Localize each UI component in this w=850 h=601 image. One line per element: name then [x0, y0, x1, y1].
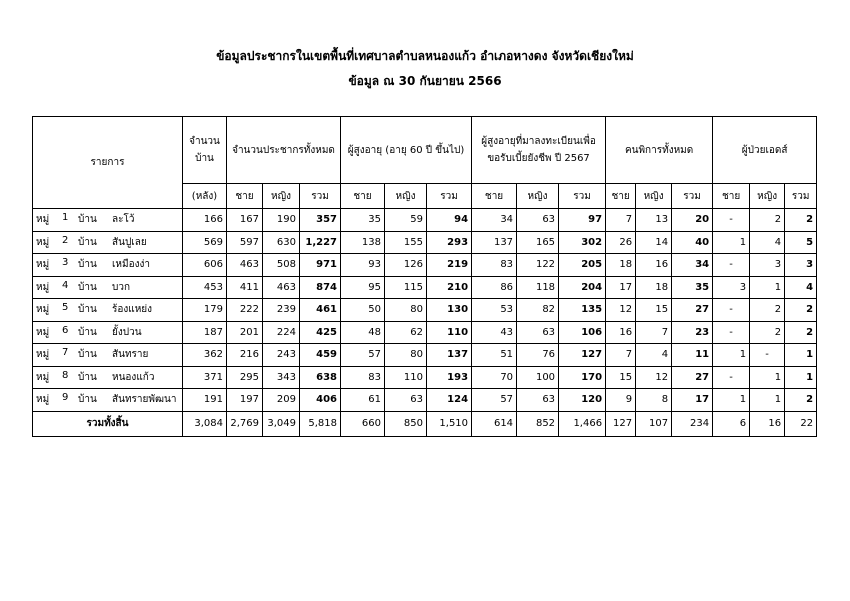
row-eld-male: 95 — [341, 276, 385, 299]
row-dis-male: 15 — [606, 366, 636, 389]
row-item-moo: หมู่ — [36, 394, 50, 406]
row-item — [33, 254, 183, 277]
row-aids-male: - — [713, 254, 750, 277]
row-aids-total: 2 — [785, 389, 817, 412]
row-item-moo: หมู่ — [36, 236, 50, 248]
header-disabled: คนพิการทั้งหมด — [606, 117, 713, 184]
header-male: ชาย — [227, 184, 263, 209]
row-eld-female: 80 — [385, 299, 427, 322]
row-reg-female: 63 — [517, 209, 559, 232]
row-pop-male: 222 — [227, 299, 263, 322]
row-pop-female: 463 — [263, 276, 300, 299]
row-dis-female: 15 — [636, 299, 672, 322]
row-item — [33, 276, 183, 299]
totals-aids-female: 16 — [750, 411, 785, 436]
row-aids-male: 3 — [713, 276, 750, 299]
row-pop-male: 201 — [227, 321, 263, 344]
row-pop-male: 216 — [227, 344, 263, 367]
row-reg-female: 76 — [517, 344, 559, 367]
row-reg-female: 82 — [517, 299, 559, 322]
header-male: ชาย — [713, 184, 750, 209]
row-pop-female: 190 — [263, 209, 300, 232]
row-eld-male: 138 — [341, 231, 385, 254]
row-pop-total: 461 — [300, 299, 341, 322]
row-reg-total: 135 — [559, 299, 606, 322]
header-female: หญิง — [750, 184, 785, 209]
totals-dis-female: 107 — [636, 411, 672, 436]
row-eld-female: 80 — [385, 344, 427, 367]
row-reg-male: 34 — [472, 209, 517, 232]
row-item-ban: บ้าน — [78, 236, 97, 248]
totals-pop-total: 5,818 — [300, 411, 341, 436]
row-item-num: 6 — [62, 324, 69, 336]
row-pop-total: 1,227 — [300, 231, 341, 254]
row-aids-male: - — [713, 321, 750, 344]
table-row — [33, 389, 817, 412]
row-eld-male: 57 — [341, 344, 385, 367]
row-dis-total: 40 — [672, 231, 713, 254]
row-item — [33, 299, 183, 322]
row-pop-total: 459 — [300, 344, 341, 367]
row-item-ban: บ้าน — [78, 326, 97, 338]
row-reg-male: 86 — [472, 276, 517, 299]
document-title: ข้อมูลประชากรในเขตพื้นที่เทศบาลตำบลหนองแก้ว อำเภอหางดง จังหวัดเชียงใหม่ — [216, 49, 634, 63]
row-aids-female: 2 — [750, 209, 785, 232]
row-aids-total: 4 — [785, 276, 817, 299]
row-aids-female: 4 — [750, 231, 785, 254]
row-reg-total: 302 — [559, 231, 606, 254]
header-households: จำนวนบ้าน — [183, 117, 227, 184]
row-item-ban: บ้าน — [78, 304, 97, 316]
row-pop-total: 357 — [300, 209, 341, 232]
row-aids-female: 3 — [750, 254, 785, 277]
row-households: 179 — [183, 299, 227, 322]
row-item-num: 4 — [62, 279, 69, 291]
row-pop-female: 343 — [263, 366, 300, 389]
totals-eld-male: 660 — [341, 411, 385, 436]
table-row — [33, 299, 817, 322]
row-item-moo: หมู่ — [36, 304, 50, 316]
row-aids-female: 1 — [750, 276, 785, 299]
row-item-name: หนองแก้ว — [112, 371, 155, 383]
totals-pop-male: 2,769 — [227, 411, 263, 436]
row-pop-female: 508 — [263, 254, 300, 277]
row-eld-total: 130 — [427, 299, 472, 322]
row-dis-total: 27 — [672, 299, 713, 322]
row-reg-female: 100 — [517, 366, 559, 389]
totals-label: รวมทั้งสิ้น — [33, 411, 183, 436]
header-elderly: ผู้สูงอายุ (อายุ 60 ปี ขึ้นไป) — [341, 117, 472, 184]
row-reg-female: 118 — [517, 276, 559, 299]
row-eld-female: 115 — [385, 276, 427, 299]
row-dis-total: 27 — [672, 366, 713, 389]
row-dis-total: 11 — [672, 344, 713, 367]
header-total: รวม — [300, 184, 341, 209]
row-reg-total: 97 — [559, 209, 606, 232]
row-reg-male: 83 — [472, 254, 517, 277]
row-item-name: สันทรายพัฒนา — [112, 394, 177, 406]
row-pop-total: 425 — [300, 321, 341, 344]
row-pop-male: 197 — [227, 389, 263, 412]
row-item-name: ยั้งปวน — [112, 326, 142, 338]
header-total: รวม — [672, 184, 713, 209]
totals-reg-total: 1,466 — [559, 411, 606, 436]
row-reg-male: 51 — [472, 344, 517, 367]
table-row — [33, 254, 817, 277]
row-item — [33, 344, 183, 367]
row-dis-male: 12 — [606, 299, 636, 322]
row-dis-female: 18 — [636, 276, 672, 299]
row-dis-male: 26 — [606, 231, 636, 254]
totals-households: 3,084 — [183, 411, 227, 436]
totals-eld-total: 1,510 — [427, 411, 472, 436]
row-reg-total: 106 — [559, 321, 606, 344]
table-row — [33, 366, 817, 389]
row-dis-female: 16 — [636, 254, 672, 277]
row-item-name: เหมืองง่า — [112, 259, 150, 271]
table-row — [33, 321, 817, 344]
row-eld-total: 219 — [427, 254, 472, 277]
row-dis-total: 17 — [672, 389, 713, 412]
table-row — [33, 209, 817, 232]
row-eld-female: 59 — [385, 209, 427, 232]
header-female: หญิง — [517, 184, 559, 209]
row-item-name: สันทราย — [112, 349, 149, 361]
row-eld-female: 63 — [385, 389, 427, 412]
row-dis-total: 34 — [672, 254, 713, 277]
row-households: 187 — [183, 321, 227, 344]
row-households: 362 — [183, 344, 227, 367]
row-aids-female: 1 — [750, 366, 785, 389]
row-item-moo: หมู่ — [36, 326, 50, 338]
row-households: 453 — [183, 276, 227, 299]
row-item-ban: บ้าน — [78, 371, 97, 383]
row-aids-female: 2 — [750, 321, 785, 344]
row-reg-female: 63 — [517, 389, 559, 412]
row-dis-male: 17 — [606, 276, 636, 299]
row-eld-male: 93 — [341, 254, 385, 277]
row-item — [33, 209, 183, 232]
row-item-num: 2 — [62, 234, 69, 246]
row-reg-female: 165 — [517, 231, 559, 254]
row-households: 371 — [183, 366, 227, 389]
row-reg-female: 63 — [517, 321, 559, 344]
row-pop-female: 209 — [263, 389, 300, 412]
row-item-moo: หมู่ — [36, 371, 50, 383]
row-eld-female: 110 — [385, 366, 427, 389]
row-aids-total: 2 — [785, 321, 817, 344]
row-dis-total: 20 — [672, 209, 713, 232]
row-dis-male: 18 — [606, 254, 636, 277]
table-row — [33, 231, 817, 254]
row-item — [33, 389, 183, 412]
row-item-num: 1 — [62, 212, 69, 224]
row-item-num: 7 — [62, 347, 69, 359]
row-eld-female: 126 — [385, 254, 427, 277]
row-eld-total: 124 — [427, 389, 472, 412]
row-dis-total: 23 — [672, 321, 713, 344]
totals-eld-female: 850 — [385, 411, 427, 436]
document-subtitle: ข้อมูล ณ 30 กันยายน 2566 — [348, 74, 502, 88]
totals-dis-male: 127 — [606, 411, 636, 436]
row-item — [33, 231, 183, 254]
row-item-num: 8 — [62, 369, 69, 381]
row-aids-total: 3 — [785, 254, 817, 277]
row-eld-female: 62 — [385, 321, 427, 344]
row-reg-female: 122 — [517, 254, 559, 277]
row-aids-male: 1 — [713, 344, 750, 367]
row-aids-male: - — [713, 366, 750, 389]
row-eld-male: 50 — [341, 299, 385, 322]
row-dis-female: 8 — [636, 389, 672, 412]
row-aids-male: 1 — [713, 389, 750, 412]
row-eld-male: 61 — [341, 389, 385, 412]
totals-pop-female: 3,049 — [263, 411, 300, 436]
totals-reg-male: 614 — [472, 411, 517, 436]
row-aids-male: - — [713, 299, 750, 322]
row-aids-total: 5 — [785, 231, 817, 254]
row-pop-female: 224 — [263, 321, 300, 344]
row-item-num: 5 — [62, 302, 69, 314]
row-dis-male: 9 — [606, 389, 636, 412]
row-dis-female: 4 — [636, 344, 672, 367]
row-eld-female: 155 — [385, 231, 427, 254]
row-aids-male: - — [713, 209, 750, 232]
row-aids-total: 1 — [785, 366, 817, 389]
row-pop-female: 243 — [263, 344, 300, 367]
header-male: ชาย — [341, 184, 385, 209]
header-population: จำนวนประชากรทั้งหมด — [227, 117, 341, 184]
header-total: รวม — [427, 184, 472, 209]
row-item-ban: บ้าน — [78, 214, 97, 226]
row-item-name: ละโว้ — [112, 214, 135, 226]
row-reg-male: 43 — [472, 321, 517, 344]
row-pop-male: 597 — [227, 231, 263, 254]
row-reg-male: 70 — [472, 366, 517, 389]
row-households: 606 — [183, 254, 227, 277]
row-dis-female: 12 — [636, 366, 672, 389]
row-aids-total: 2 — [785, 209, 817, 232]
row-item — [33, 321, 183, 344]
totals-row — [33, 411, 817, 436]
row-eld-total: 193 — [427, 366, 472, 389]
totals-aids-total: 22 — [785, 411, 817, 436]
header-male: ชาย — [606, 184, 636, 209]
header-households-unit: (หลัง) — [183, 184, 227, 209]
header-elderly-registered: ผู้สูงอายุที่มาลงทะเบียนเพื่อขอรับเบี้ยยังชีพ ปี 2567 — [472, 117, 606, 184]
row-aids-total: 2 — [785, 299, 817, 322]
row-item-num: 9 — [62, 392, 69, 404]
row-reg-total: 127 — [559, 344, 606, 367]
row-pop-male: 295 — [227, 366, 263, 389]
row-dis-male: 16 — [606, 321, 636, 344]
row-eld-male: 35 — [341, 209, 385, 232]
header-total: รวม — [785, 184, 817, 209]
row-aids-female: 2 — [750, 299, 785, 322]
row-pop-total: 971 — [300, 254, 341, 277]
row-pop-male: 167 — [227, 209, 263, 232]
table-row — [33, 276, 817, 299]
table-row — [33, 344, 817, 367]
row-reg-male: 57 — [472, 389, 517, 412]
row-aids-total: 1 — [785, 344, 817, 367]
row-reg-total: 170 — [559, 366, 606, 389]
header-female: หญิง — [263, 184, 300, 209]
row-reg-male: 137 — [472, 231, 517, 254]
header-female: หญิง — [636, 184, 672, 209]
row-dis-male: 7 — [606, 344, 636, 367]
row-item-name: ร้องแหย่ง — [112, 304, 153, 316]
header-aids: ผู้ป่วยเอดส์ — [713, 117, 817, 184]
row-reg-total: 120 — [559, 389, 606, 412]
row-pop-total: 638 — [300, 366, 341, 389]
row-households: 166 — [183, 209, 227, 232]
row-eld-total: 210 — [427, 276, 472, 299]
population-table — [32, 116, 817, 437]
row-eld-total: 94 — [427, 209, 472, 232]
row-item-ban: บ้าน — [78, 394, 97, 406]
row-item — [33, 366, 183, 389]
row-item-moo: หมู่ — [36, 214, 50, 226]
row-pop-male: 463 — [227, 254, 263, 277]
row-pop-male: 411 — [227, 276, 263, 299]
row-item-moo: หมู่ — [36, 349, 50, 361]
row-dis-female: 7 — [636, 321, 672, 344]
row-pop-female: 630 — [263, 231, 300, 254]
totals-dis-total: 234 — [672, 411, 713, 436]
header-female: หญิง — [385, 184, 427, 209]
row-aids-female: 1 — [750, 389, 785, 412]
row-item-name: สันปูเลย — [112, 236, 147, 248]
header-item: รายการ — [33, 117, 183, 209]
totals-aids-male: 6 — [713, 411, 750, 436]
row-item-num: 3 — [62, 257, 69, 269]
row-dis-total: 35 — [672, 276, 713, 299]
row-item-moo: หมู่ — [36, 281, 50, 293]
row-dis-male: 7 — [606, 209, 636, 232]
row-item-name: บวก — [112, 281, 131, 293]
row-pop-total: 874 — [300, 276, 341, 299]
row-dis-female: 13 — [636, 209, 672, 232]
row-reg-male: 53 — [472, 299, 517, 322]
row-pop-female: 239 — [263, 299, 300, 322]
row-eld-total: 110 — [427, 321, 472, 344]
row-reg-total: 204 — [559, 276, 606, 299]
row-item-ban: บ้าน — [78, 259, 97, 271]
row-dis-female: 14 — [636, 231, 672, 254]
row-households: 191 — [183, 389, 227, 412]
row-pop-total: 406 — [300, 389, 341, 412]
row-eld-total: 137 — [427, 344, 472, 367]
row-item-ban: บ้าน — [78, 281, 97, 293]
row-aids-male: 1 — [713, 231, 750, 254]
header-total: รวม — [559, 184, 606, 209]
row-eld-male: 48 — [341, 321, 385, 344]
row-item-ban: บ้าน — [78, 349, 97, 361]
row-reg-total: 205 — [559, 254, 606, 277]
row-eld-total: 293 — [427, 231, 472, 254]
header-male: ชาย — [472, 184, 517, 209]
row-households: 569 — [183, 231, 227, 254]
row-item-moo: หมู่ — [36, 259, 50, 271]
totals-reg-female: 852 — [517, 411, 559, 436]
row-aids-female: - — [750, 344, 785, 367]
row-eld-male: 83 — [341, 366, 385, 389]
